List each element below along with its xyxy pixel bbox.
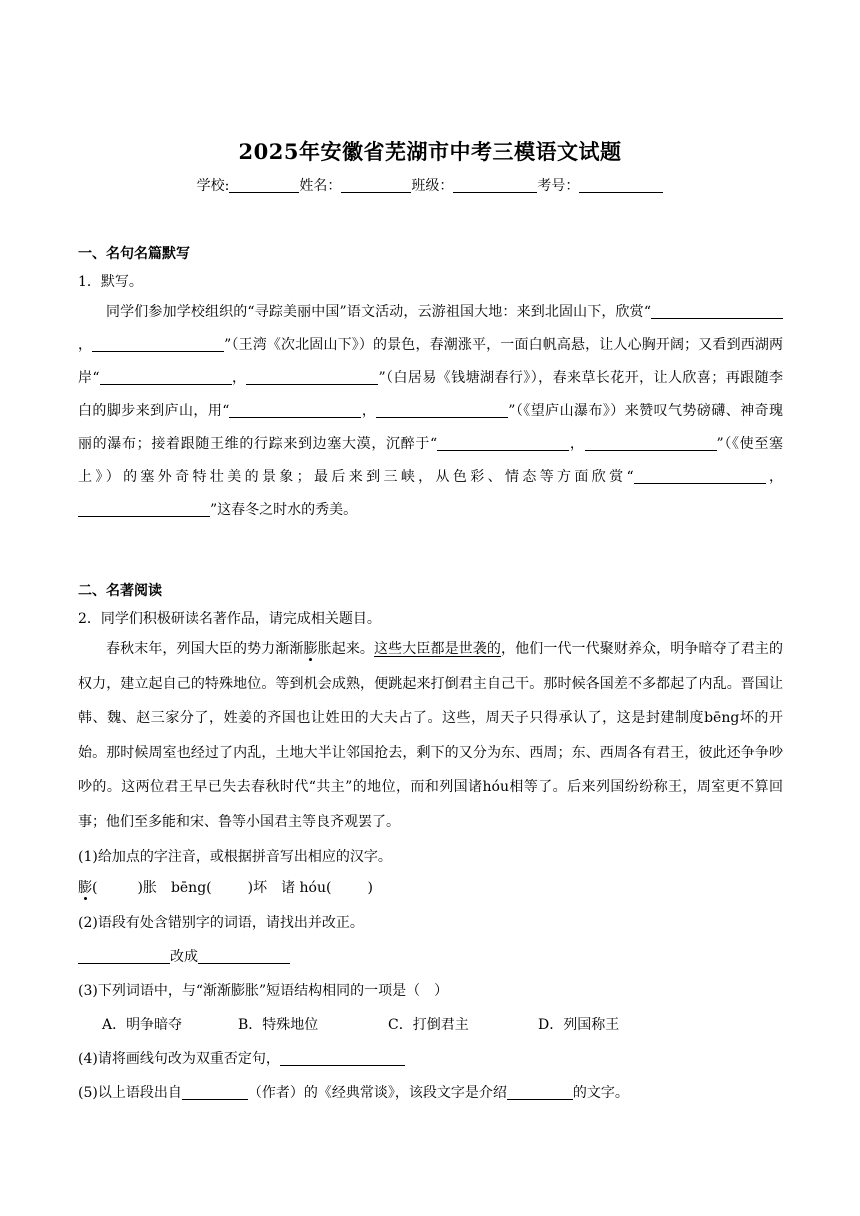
number-blank[interactable] [579,178,663,193]
reading-passage [78,632,783,839]
student-info-line [0,175,860,195]
item-text: )坏 [247,880,268,896]
number-label: 考号： [537,178,580,194]
name-blank[interactable] [341,178,411,193]
name-label: 姓名： [299,178,342,194]
passage-text: ”（《望庐山瀑布》）来赞叹气势磅礴、神奇瑰丽的瀑布；接着跟随王维的行踪来到边塞大漠，沉醉于“ [78,403,783,452]
sub-question-1-items [78,877,373,897]
correct-word-blank[interactable] [198,949,290,964]
sub-question-4-label: (4)请将画线句改为双重否定句， [78,1051,280,1067]
answer-blank-10[interactable] [78,502,210,517]
exam-title: 2025年安徽省芜湖市中考三模语文试题 [238,139,622,164]
answer-blank-9[interactable] [634,469,766,484]
sub-question-5-text: （作者）的《经典常谈》，该段文字是介绍 [247,1085,507,1101]
passage-text: ， [765,469,783,485]
passage-text: ，他们一代一代聚财养众，明争暗夺了君主的权力，建立起自己的特殊地位。等到机会成熟，便跳起来打倒君主自己干。那时候各国差不多都起了内乱。晋国让韩、魏、赵三家分了，姓姜的齐国也让姓田的大夫占了。这些，周天子只得承认了，这是封建制度bēng坏的开始。那时候周室也经过了内乱，土地大半让邻国抢去，剩下的又分为东、西周；东、西周各有君王，彼此还争争吵吵的。这两位君王早已失去春秋时代“共主”的地位，而和列国诸hóu相等了。后来列国纷纷称王，周室更不算回事；他们至多能和宋、鲁等小国君主等良齐观罢了。 [78,641,784,830]
pinyin-hou: 诸 hóu( [281,880,332,896]
question-1-stem: 1．默写。 [78,274,143,290]
sub-question-3-options [102,1014,619,1034]
passage-text: ， [231,370,247,386]
passage-text: ， [78,337,93,353]
answer-blank-4[interactable] [246,370,378,385]
author-blank[interactable] [182,1085,248,1100]
sub-question-1: (1)给加点的字注音，或根据拼音写出相应的汉字。 [78,849,392,865]
option-a[interactable]: A．明争暗夺 [102,1017,183,1033]
option-c[interactable]: C．打倒君主 [388,1017,469,1033]
passage-text: ， [569,436,585,452]
answer-blank-8[interactable] [585,436,717,451]
passage-text: ”（白居易《钱塘湖春行》），春来草长花开，让人欣喜；再跟随李白的脚步来到庐山，用“ [78,370,783,419]
question-2-stem: 2．同学们积极研读名著作品，请完成相关题目。 [78,611,381,627]
item-text: ) [367,880,373,896]
option-d[interactable]: D．列国称王 [538,1017,620,1033]
sub-question-5 [78,1082,629,1102]
answer-blank-5[interactable] [229,403,361,418]
passage-text: 春秋末年，列国大臣的势力渐渐 [106,641,304,657]
change-to-label: 改成 [170,949,198,965]
answer-blank-1[interactable] [651,304,783,319]
answer-blank-7[interactable] [437,436,569,451]
answer-blank-3[interactable] [100,370,232,385]
passage-text: ”这春冬之时水的秀美。 [210,502,358,518]
section-heading-1: 一、名句名篇默写 [78,246,190,262]
answer-blank-6[interactable] [376,403,508,418]
topic-blank[interactable] [507,1085,573,1100]
answer-blank-2[interactable] [92,337,224,352]
sub-question-3: (3)下列词语中，与“渐渐膨胀”短语结构相同的一项是（ ） [78,983,449,999]
dotted-character: 膨 [303,641,318,657]
wrong-word-blank[interactable] [78,949,170,964]
sub-question-4-blank[interactable] [280,1051,405,1066]
class-blank[interactable] [453,178,537,193]
underlined-sentence: 这些大臣都是世袭的 [374,641,502,657]
question-1-passage [78,296,783,527]
sub-question-5-text: (5)以上语段出自 [78,1085,182,1101]
sub-question-5-text: 的文字。 [572,1085,629,1101]
passage-text: ”（《使至塞上》）的塞外奇特壮美的景象；最后来到三峡，从色彩、情态等方面欣赏“ [78,436,784,485]
passage-text: 胀起来。 [317,641,375,657]
section-heading-2: 二、名著阅读 [78,583,162,599]
bracket: ( [92,880,98,896]
sub-question-4 [78,1048,405,1068]
item-text: )胀 [137,880,157,896]
class-label: 班级： [411,178,454,194]
school-label: 学校: [196,178,230,194]
sub-question-2-answer [78,946,290,966]
sub-question-2: (2)语段有处含错别字的词语，请找出并改正。 [78,915,364,931]
pinyin-bang: bēng( [170,880,212,896]
passage-text: 同学们参加学校组织的“寻踪美丽中国”语文活动，云游祖国大地：来到北固山下，欣赏“ [106,304,651,320]
passage-text: ， [361,403,377,419]
dotted-character: 膨 [78,880,92,896]
passage-text: ”（王湾《次北固山下》）的景色，春潮涨平，一面白帆高悬，让人心胸开阔；又看到西湖两岸“ [78,337,784,386]
school-blank[interactable] [229,178,299,193]
option-b[interactable]: B．特殊地位 [238,1017,319,1033]
